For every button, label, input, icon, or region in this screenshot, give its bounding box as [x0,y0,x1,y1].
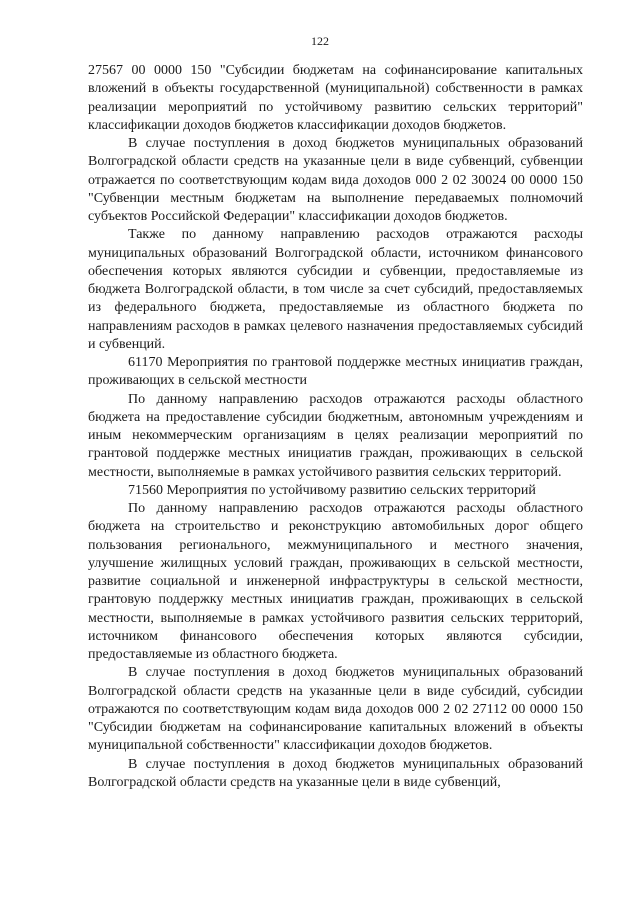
paragraph-subventions-case-continued: В случае поступления в доход бюджетов муниципальных образований Волгоградской области средств на указанные цели в виде субвенций, [88,756,583,790]
paragraph-subsidies-case: В случае поступления в доход бюджетов муниципальных образований Волгоградской области средств на указанные цели в виде субсидий, субсидии отражаются по соответствующим кодам вида доходов 000 2 02 27112 00 0000 150 "Субсидии бюджетам на софинансирование капитальных вложений в объекты муниципальной собственности" классификации доходов бюджетов. [88,665,583,754]
heading-71560: 71560 Мероприятия по устойчивому развитию сельских территорий [128,482,536,498]
paragraph-subsidies-capital-investments: 27567 00 0000 150 "Субсидии бюджетам на софинансирование капитальных вложений в объекты государственной (муниципальной) собственности в рамках реализации мероприятий по устойчивому развитию сельских территорий" классификации доходов бюджетов классификации доходов бюджетов. [88,63,583,133]
paragraph-municipal-expenses: Также по данному направлению расходов отражаются расходы муниципальных образований Волгоградской области, источником финансового обеспечения которых являются субсидии и субвенции, предоставляемые из бюджета Волгоградской области, в том числе за счет субсидий, предоставляемых из федерального бюджета, предоставляемые из областного бюджета по направлениям расходов в рамках целевого назначения предоставляемых субсидий и субвенций. [88,227,583,352]
paragraph-61170-description: По данному направлению расходов отражаются расходы областного бюджета на предоставление субсидии бюджетным, автономным учреждениям и иным некоммерческим организациям в целях реализации мероприятий по грантовой поддержке местных инициатив граждан, проживающих в сельской местности, выполняемые в рамках устойчивого развития сельских территорий. [88,391,583,480]
page-number: 122 [311,34,329,48]
paragraph-71560-description: По данному направлению расходов отражаются расходы областного бюджета на строительство и реконструкцию автомобильных дорог общего пользования регионального, межмуниципального и местного значения, улучшение жилищных условий граждан, проживающих в сельской местности, развитие социальной и инженерной инфраструктуры в сельской местности, грантовую поддержку местных инициатив граждан, проживающих в сельской местности, выполняемые в рамках устойчивого развития сельских территорий, источником финансового обеспечения которых являются субсидии, предоставляемые из областного бюджета. [88,501,583,662]
document-body [88,62,583,792]
heading-61170: 61170 Мероприятия по грантовой поддержке местных инициатив граждан, проживающих в сельской местности [88,355,583,389]
paragraph-subventions-case: В случае поступления в доход бюджетов муниципальных образований Волгоградской области средств на указанные цели в виде субвенций, субвенции отражается по соответствующим кодам вида доходов 000 2 02 30024 00 0000 150 "Субвенции местным бюджетам на выполнение передаваемых полномочий субъектов Российской Федерации" классификации доходов бюджетов. [88,136,583,224]
